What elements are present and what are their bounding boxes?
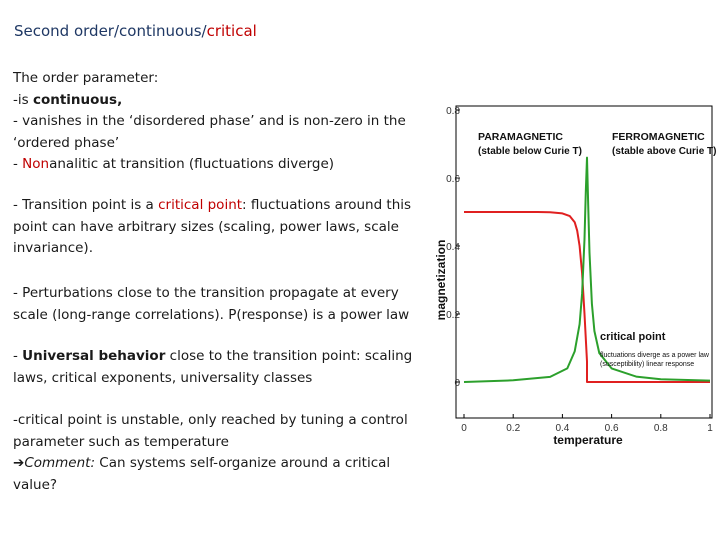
ferromagnetic-note: (stable above Curie T)	[612, 146, 717, 157]
text-line: - Transition point is a critical point: fluctuations around this	[13, 197, 412, 213]
paragraph-critical-point	[13, 195, 411, 260]
ferromagnetic-label: FERROMAGNETIC	[612, 131, 705, 143]
paramagnetic-label: PARAMAGNETIC	[478, 131, 563, 143]
text-line: - Universal behavior close to the transition point: scaling	[13, 348, 413, 364]
paragraph-order-parameter	[13, 68, 406, 176]
comment-label: Comment:	[24, 455, 96, 471]
x-tick-label: 0	[461, 423, 467, 434]
text-line: -critical point is unstable, only reached by tuning a control	[13, 412, 408, 428]
x-tick-label: 0.2	[506, 423, 521, 434]
critical-point-label: critical point	[600, 331, 666, 343]
slide-title: Second order/continuous/critical	[14, 22, 257, 40]
fluctuation-note-1: fluctuations diverge as a power law	[600, 352, 709, 359]
bold-universal-behavior: Universal behavior	[22, 348, 166, 364]
arrow-right-icon: ➔	[13, 455, 25, 471]
text-line: scale (long-range correlations). P(response) is a power law	[13, 306, 410, 323]
fluctuation-note-2: (susceptibility) linear response	[600, 361, 695, 368]
y-tick-label: 0.4	[446, 242, 460, 253]
text-line: parameter such as temperature	[13, 433, 229, 450]
text-line: - Nonanalitic at transition (fluctuations diverge)	[13, 156, 335, 172]
paragraph-universal	[13, 346, 412, 389]
x-tick-label: 0.4	[555, 423, 570, 434]
x-axis-label: temperature	[553, 433, 623, 447]
magnetization-chart	[434, 100, 718, 450]
text-line: value?	[13, 476, 58, 493]
paramagnetic-note: (stable below Curie T)	[478, 146, 582, 157]
text-line: point can have arbitrary sizes (scaling, power laws, scale	[13, 218, 399, 235]
text-line: laws, critical exponents, universality classes	[13, 369, 313, 386]
x-tick-label: 1	[707, 423, 713, 434]
y-axis-label: magnetization	[434, 239, 448, 321]
x-tick-label: 0.6	[604, 423, 619, 434]
paragraph-unstable	[13, 410, 408, 496]
y-tick-label: 0.2	[446, 310, 460, 321]
red-critical-point: critical point	[158, 197, 243, 213]
red-non: Non	[22, 156, 50, 172]
bold-continuous: continuous,	[32, 91, 123, 108]
text-line: ➔Comment: Can systems self-organize around a critical	[13, 455, 391, 471]
text-line: The order parameter:	[13, 70, 159, 86]
title-critical: critical	[206, 22, 257, 40]
paragraph-perturbations	[13, 283, 409, 326]
text-line: - vanishes in the ‘disordered phase’ and is non-zero in the	[13, 113, 406, 129]
text-line: - Perturbations close to the transition propagate at every	[13, 285, 399, 301]
text-line: -is continuous,	[13, 91, 123, 108]
x-tick-label: 0.8	[653, 423, 668, 434]
y-tick-label: 0.8	[446, 106, 460, 117]
y-tick-label: 0	[454, 378, 460, 389]
y-tick-label: 0.6	[446, 174, 460, 185]
text-line: ‘ordered phase’	[13, 134, 120, 151]
text-line: invariance).	[13, 240, 93, 256]
